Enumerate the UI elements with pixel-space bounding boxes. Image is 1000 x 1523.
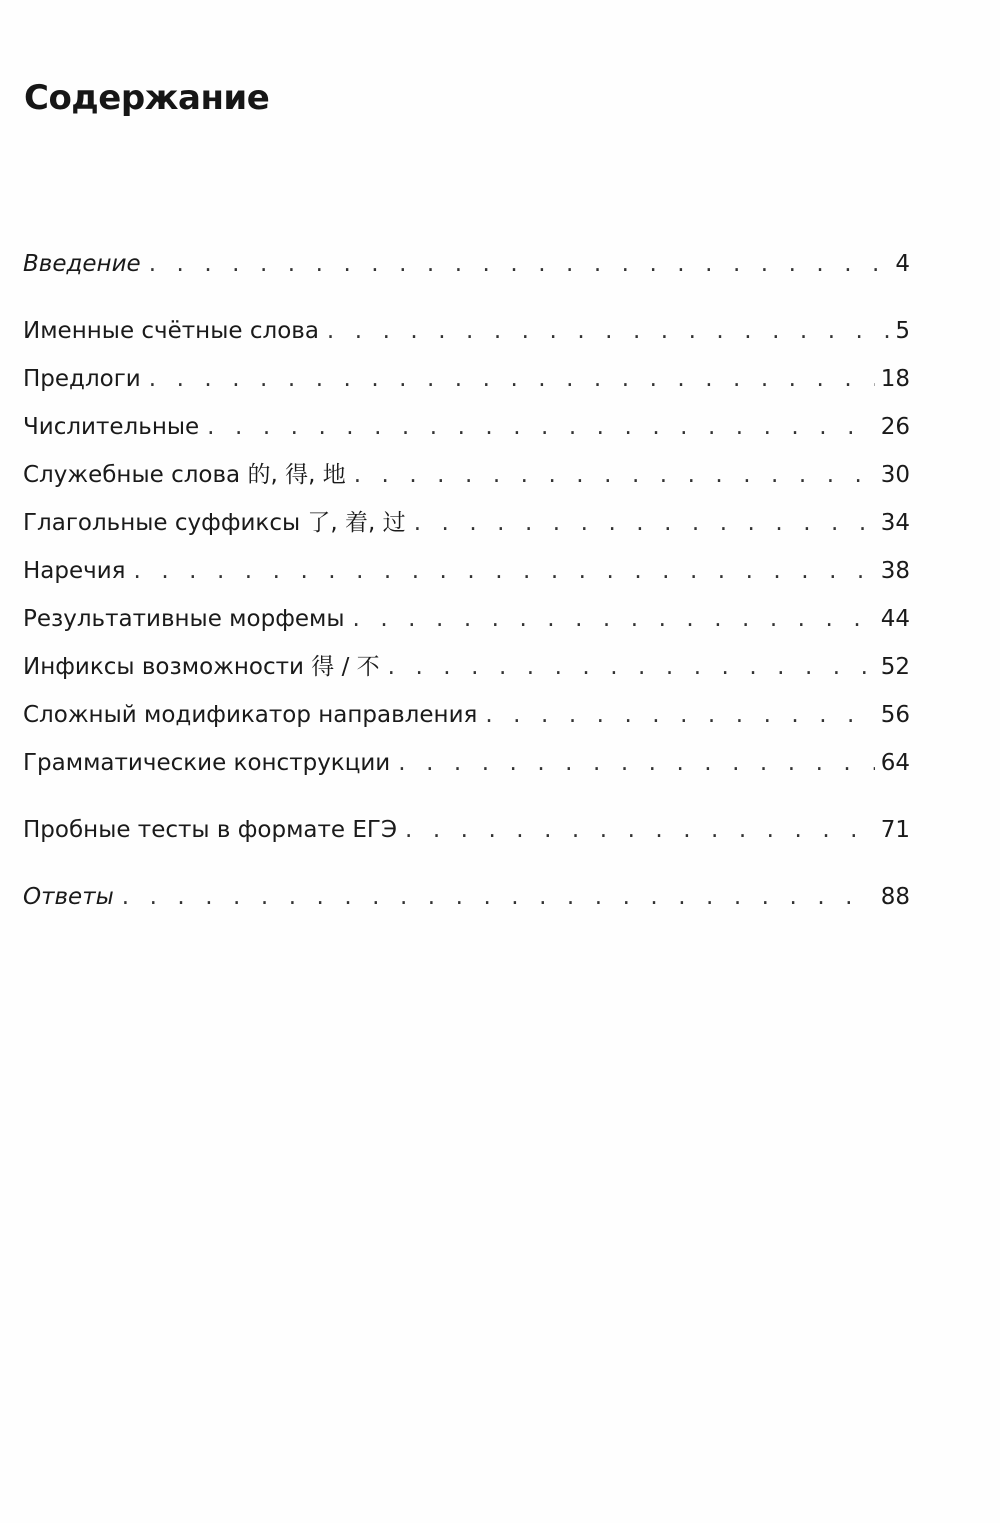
toc-entry-function-words[interactable] — [23, 458, 910, 492]
toc-entry-page-number: 4 — [895, 251, 910, 277]
toc-entry-numerals[interactable] — [23, 410, 910, 444]
toc-entry-answers[interactable] — [23, 880, 910, 914]
toc-entry-label: Глагольные суффиксы 了, 着, 过 — [23, 510, 406, 536]
dot-leader — [405, 813, 875, 847]
toc-entry-measure-words[interactable] — [23, 314, 910, 348]
toc-entry-page-number: 26 — [880, 414, 910, 440]
toc-entry-page-number: 56 — [880, 702, 910, 728]
toc-entry-label: Введение — [23, 251, 141, 277]
dot-leader — [398, 746, 874, 780]
dot-leader — [414, 506, 875, 540]
toc-entry-label: Результативные морфемы — [23, 606, 345, 632]
toc-entry-verb-suffixes[interactable] — [23, 506, 910, 540]
toc-entry-label: Сложный модификатор направления — [23, 702, 478, 728]
toc-entry-label: Служебные слова 的, 得, 地 — [23, 462, 346, 488]
toc-entry-resultative-morphemes[interactable] — [23, 602, 910, 636]
dot-leader — [134, 554, 875, 588]
toc-entry-label: Числительные — [23, 414, 200, 440]
toc-entry-page-number: 18 — [880, 366, 910, 392]
toc-entry-page-number: 88 — [880, 884, 910, 910]
toc-entry-page-number: 44 — [880, 606, 910, 632]
page-title: Содержание — [24, 78, 270, 118]
dot-leader — [354, 458, 875, 492]
toc-entry-label: Грамматические конструкции — [23, 750, 391, 776]
toc-entry-page-number: 34 — [880, 510, 910, 536]
table-of-contents — [23, 0, 910, 1523]
toc-entry-label: Именные счётные слова — [23, 318, 319, 344]
dot-leader — [485, 698, 874, 732]
toc-entry-page-number: 5 — [895, 318, 910, 344]
toc-entry-page-number: 64 — [880, 750, 910, 776]
toc-entry-introduction[interactable] — [23, 247, 910, 281]
dot-leader — [122, 880, 875, 914]
dot-leader — [207, 410, 875, 444]
toc-entry-label: Пробные тесты в формате ЕГЭ — [23, 817, 397, 843]
toc-entry-label: Ответы — [23, 884, 114, 910]
toc-entry-page-number: 52 — [880, 654, 910, 680]
toc-entry-prepositions[interactable] — [23, 362, 910, 396]
toc-entry-label: Предлоги — [23, 366, 141, 392]
dot-leader — [327, 314, 889, 348]
toc-entry-label: Инфиксы возможности 得 / 不 — [23, 654, 380, 680]
toc-entry-page-number: 71 — [880, 817, 910, 843]
toc-entry-grammar-constructions[interactable] — [23, 746, 910, 780]
dot-leader — [353, 602, 875, 636]
dot-leader — [149, 247, 890, 281]
toc-entry-practice-tests[interactable] — [23, 813, 910, 847]
toc-entry-label: Наречия — [23, 558, 126, 584]
toc-entry-page-number: 30 — [880, 462, 910, 488]
toc-entry-adverbs[interactable] — [23, 554, 910, 588]
toc-entry-page-number: 38 — [880, 558, 910, 584]
dot-leader — [388, 650, 875, 684]
toc-entry-possibility-infixes[interactable] — [23, 650, 910, 684]
toc-entry-direction-modifier[interactable] — [23, 698, 910, 732]
dot-leader — [149, 362, 875, 396]
